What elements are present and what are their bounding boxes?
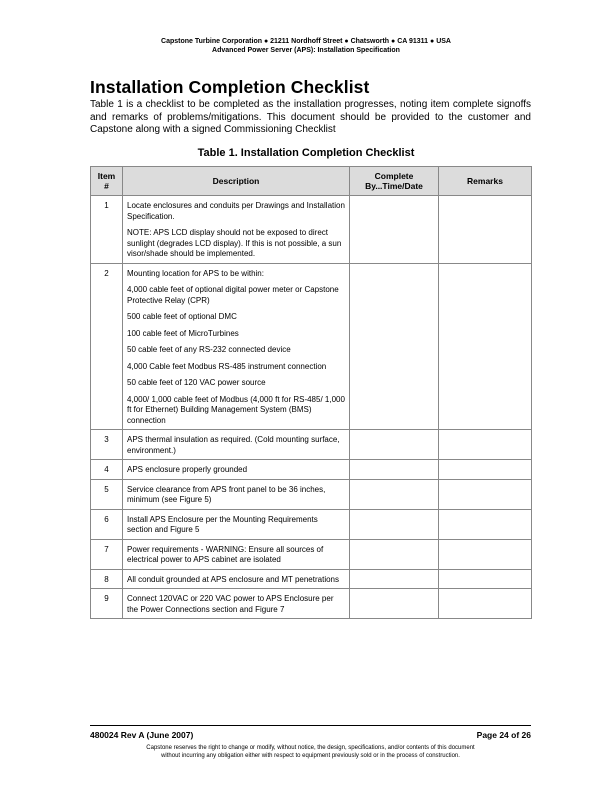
description-text: Mounting location for APS to be within: <box>127 268 264 278</box>
item-number: 1 <box>91 196 123 264</box>
remarks-cell <box>439 263 532 430</box>
table-row <box>91 263 532 430</box>
footer-disclaimer: Capstone reserves the right to change or modify, without notice, the design, specifications, and/or contents of this document without incurring any obligation either with respect to equipment previously sold or in the process of construction. <box>146 745 475 759</box>
remarks-cell <box>439 430 532 460</box>
column-header-remarks: Remarks <box>439 167 532 196</box>
item-number: 3 <box>91 430 123 460</box>
item-description <box>123 589 350 619</box>
description-text: 50 cable feet of 120 VAC power source <box>127 378 266 387</box>
item-number: 8 <box>91 569 123 589</box>
item-description <box>123 196 350 264</box>
description-text: 4,000 Cable feet Modbus RS-485 instrument connection <box>127 361 327 371</box>
remarks-cell <box>439 509 532 539</box>
item-description <box>123 430 350 460</box>
item-description <box>123 263 350 430</box>
description-text: All conduit grounded at APS enclosure and MT penetrations <box>127 574 339 584</box>
description-text: Service clearance from APS front panel to be 36 inches, minimum (see Figure 5) <box>127 484 326 504</box>
remarks-cell <box>439 196 532 264</box>
table-header-row <box>91 167 532 196</box>
page-header <box>0 37 612 55</box>
item-description <box>123 509 350 539</box>
description-text: APS thermal insulation as required. (Cold mounting surface, environment.) <box>127 435 340 455</box>
intro-paragraph: Table 1 is a checklist to be completed as the installation progresses, noting item complete signoffs and remarks of problems/mitigations. This document should be provided to the customer and Capstone along with a signed Commissioning Checklist <box>90 99 531 135</box>
table-caption: Table 1. Installation Completion Checklist <box>197 147 415 159</box>
checklist-body <box>91 196 532 619</box>
header-document-name: Advanced Power Server (APS): Installation Specification <box>212 47 400 54</box>
item-number: 4 <box>91 460 123 480</box>
footer-divider <box>90 725 531 726</box>
complete-cell <box>350 589 439 619</box>
item-description <box>123 569 350 589</box>
checklist-table <box>90 166 532 619</box>
item-description <box>123 460 350 480</box>
item-description <box>123 479 350 509</box>
remarks-cell <box>439 479 532 509</box>
description-text: 500 cable feet of optional DMC <box>127 312 237 321</box>
table-row <box>91 196 532 264</box>
header-address: Capstone Turbine Corporation ● 21211 Nordhoff Street ● Chatsworth ● CA 91311 ● USA <box>161 38 451 45</box>
remarks-cell <box>439 539 532 569</box>
complete-cell <box>350 539 439 569</box>
complete-cell <box>350 263 439 430</box>
description-text: Power requirements - WARNING: Ensure all sources of electrical power to APS cabinet are isolated <box>127 544 324 564</box>
description-text: 100 cable feet of MicroTurbines <box>127 328 239 338</box>
table-row <box>91 569 532 589</box>
table-row <box>91 460 532 480</box>
item-number: 6 <box>91 509 123 539</box>
item-number: 7 <box>91 539 123 569</box>
column-header-description: Description <box>123 167 350 196</box>
item-description <box>123 539 350 569</box>
table-row <box>91 479 532 509</box>
page-title: Installation Completion Checklist <box>90 77 370 97</box>
description-text: 4,000 cable feet of optional digital power meter or Capstone Protective Relay (CPR) <box>127 285 339 305</box>
table-row <box>91 539 532 569</box>
item-number: 9 <box>91 589 123 619</box>
table-row <box>91 509 532 539</box>
description-text: 50 cable feet of any RS-232 connected device <box>127 345 291 354</box>
description-text: Connect 120VAC or 220 VAC power to APS Enclosure per the Power Connections section and Figure 7 <box>127 594 334 614</box>
item-number: 2 <box>91 263 123 430</box>
complete-cell <box>350 569 439 589</box>
footer-document-id: 480024 Rev A (June 2007) <box>90 730 194 740</box>
table-row <box>91 589 532 619</box>
footer-page-number: Page 24 of 26 <box>476 730 531 740</box>
description-text: APS enclosure properly grounded <box>127 465 248 474</box>
complete-cell <box>350 430 439 460</box>
description-text: NOTE: APS LCD display should not be exposed to direct sunlight (degrades LCD display). If this is not possible, a sun visor/shade should be implemented. <box>127 228 342 258</box>
remarks-cell <box>439 589 532 619</box>
complete-cell <box>350 509 439 539</box>
item-number: 5 <box>91 479 123 509</box>
column-header-complete: Complete By...Time/Date <box>350 167 439 196</box>
remarks-cell <box>439 569 532 589</box>
description-text: 4,000/ 1,000 cable feet of Modbus (4,000 ft for RS-485/ 1,000 ft for Ethernet) Building Management System (BMS) connection <box>127 394 345 425</box>
description-text: Locate enclosures and conduits per Drawings and Installation Specification. <box>127 201 345 221</box>
description-text: Install APS Enclosure per the Mounting Requirements section and Figure 5 <box>127 514 318 534</box>
column-header-item: Item # <box>91 167 123 196</box>
remarks-cell <box>439 460 532 480</box>
table-row <box>91 430 532 460</box>
complete-cell <box>350 460 439 480</box>
complete-cell <box>350 196 439 264</box>
complete-cell <box>350 479 439 509</box>
